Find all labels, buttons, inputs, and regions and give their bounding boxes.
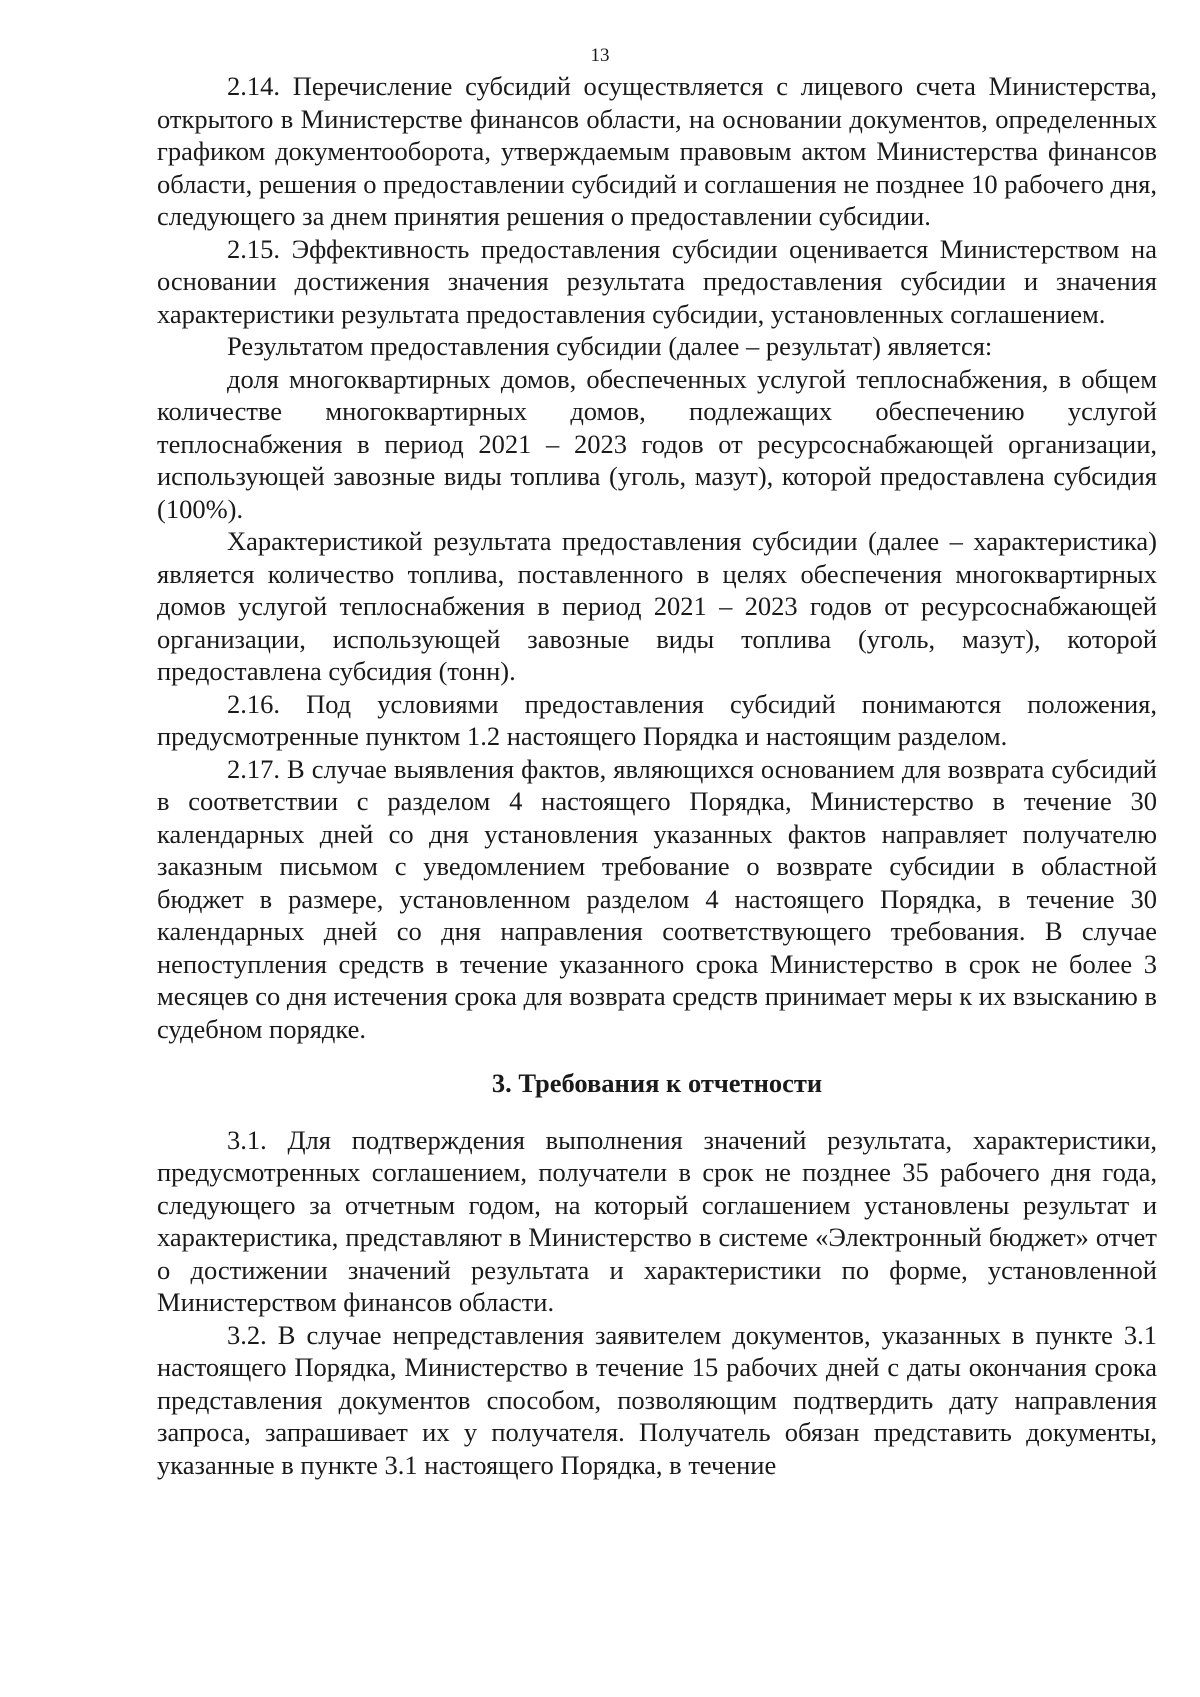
paragraph-characteristic: Характеристикой результата предоставления субсидии (далее – характеристика) является количество топлива, поставленного в целях обеспечения многоквартирных домов услугой теплоснабжения в период 2021 – 2023 годов от ресурсоснабжающей организации, использующей завозные виды топлива (уголь, мазут), которой предоставлена субсидия (тонн). bbox=[157, 526, 1157, 686]
section-heading: 3. Требования к отчетности bbox=[491, 1068, 823, 1098]
paragraph-3-1: 3.1. Для подтверждения выполнения значений результата, характеристики, предусмотренных соглашением, получатели в срок не позднее 35 рабочего дня года, следующего за отчетным годом, на который соглашением установлены результат и характеристика, представляют в Министерство в системе «Электронный бюджет» отчет о достижении значений результата и характеристики по форме, установленной Министерством финансов области. bbox=[157, 1124, 1157, 1317]
paragraph-2-17: 2.17. В случае выявления фактов, являющихся основанием для возврата субсидий в соответствии с разделом 4 настоящего Порядка, Министерство в течение 30 календарных дней со дня установления указанных фактов направляет получателю заказным письмом с уведомлением требование о возврате субсидии в областной бюджет в размере, установленном разделом 4 настоящего Порядка, в течение 30 календарных дней со дня направления соответствующего требования. В случае непоступления средств в течение указанного срока Министерство в срок не более 3 месяцев со дня истечения срока для возврата средств принимает меры к их взысканию в судебном порядке. bbox=[157, 753, 1157, 1044]
paragraph-3-2: 3.2. В случае непредставления заявителем документов, указанных в пункте 3.1 настоящего Порядка, Министерство в течение 15 рабочих дней с даты окончания срока представления документов способом, позволяющим подтвердить дату направления запроса, запрашивает их у получателя. Получатель обязан представить документы, указанные в пункте 3.1 настоящего Порядка, в течение bbox=[157, 1319, 1157, 1480]
paragraph-2-16: 2.16. Под условиями предоставления субсидий понимаются положения, предусмотренные пунктом 1.2 настоящего Порядка и настоящим разделом. bbox=[157, 688, 1157, 751]
paragraph-2-14: 2.14. Перечисление субсидий осуществляется с лицевого счета Министерства, открытого в Министерстве финансов области, на основании документов, определенных графиком документооборота, утверждаемым правовым актом Министерства финансов области, решения о предоставлении субсидий и соглашения не позднее 10 рабочего дня, следующего за днем принятия решения о предоставлении субсидии. bbox=[157, 71, 1157, 231]
paragraph-2-15: 2.15. Эффективность предоставления субсидии оценивается Министерством на основании достижения значения результата предоставления субсидии и значения характеристики результата предоставления субсидии, установленных соглашением. bbox=[157, 233, 1157, 329]
page-number: 13 bbox=[590, 45, 610, 66]
paragraph-result-definition: доля многоквартирных домов, обеспеченных услугой теплоснабжения, в общем количестве многоквартирных домов, подлежащих обеспечению услугой теплоснабжения в период 2021 – 2023 годов от ресурсоснабжающей организации, использующей завозные виды топлива (уголь, мазут), которой предоставлена субсидия (100%). bbox=[157, 363, 1157, 524]
document-body bbox=[157, 70, 1157, 1481]
paragraph-result-intro: Результатом предоставления субсидии (далее – результат) является: bbox=[227, 331, 993, 361]
